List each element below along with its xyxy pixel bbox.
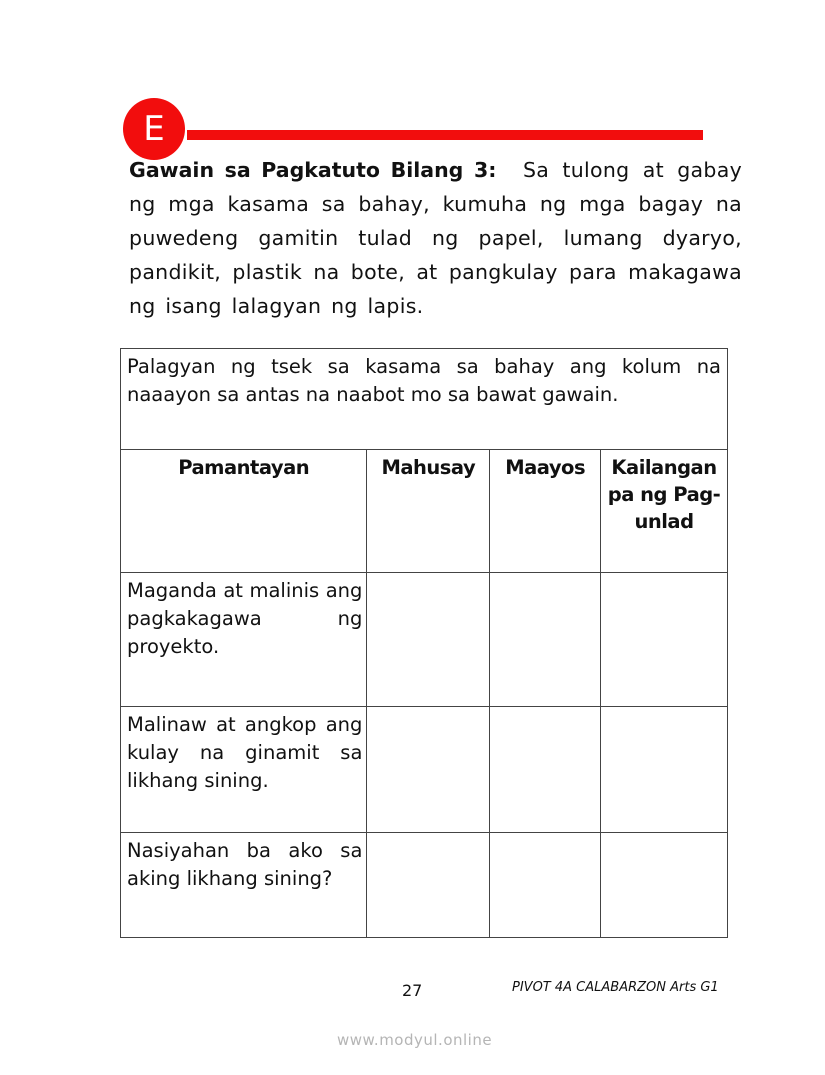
check-cell-kailangan[interactable] [601, 707, 728, 833]
watermark: www.modyul.online [337, 1031, 493, 1049]
activity-title: Gawain sa Pagkatuto Bilang 3: [129, 158, 497, 182]
activity-body: Sa tulong at gabay ng mga kasama sa bahay, kumuha ng mga bagay na puwedeng gamitin tulad ng papel, lumang dyaryo, pandikit, plastik na bote, at pangkulay para makagawa ng isang lalagyan ng lapis. [129, 158, 743, 318]
check-cell-mahusay[interactable] [367, 707, 490, 833]
criterion-cell: Malinaw at angkop ang kulay na ginamit sa likhang sining. [121, 707, 367, 833]
check-cell-maayos[interactable] [490, 833, 601, 938]
criterion-cell: Maganda at malinis ang pagkakagawa ng proyekto. [121, 573, 367, 707]
check-cell-kailangan[interactable] [601, 573, 728, 707]
check-cell-kailangan[interactable] [601, 833, 728, 938]
footer-source: PIVOT 4A CALABARZON Arts G1 [512, 980, 719, 995]
rubric-instruction-row [121, 349, 728, 450]
section-divider-bar [187, 130, 703, 140]
check-cell-maayos[interactable] [490, 707, 601, 833]
check-cell-maayos[interactable] [490, 573, 601, 707]
rubric-instruction: Palagyan ng tsek sa kasama sa bahay ang kolum na naaayon sa antas na naabot mo sa bawat gawain. [121, 349, 728, 450]
table-row [121, 573, 728, 707]
activity-intro [129, 153, 742, 323]
table-row [121, 833, 728, 938]
rubric-table [120, 348, 728, 938]
header-maayos: Maayos [490, 450, 601, 573]
criterion-cell: Nasiyahan ba ako sa aking likhang sining? [121, 833, 367, 938]
page-number: 27 [402, 981, 423, 1000]
check-cell-mahusay[interactable] [367, 573, 490, 707]
header-kailangan: Kailangan pa ng Pag-unlad [601, 450, 728, 573]
section-badge: E [123, 98, 185, 160]
check-cell-mahusay[interactable] [367, 833, 490, 938]
header-mahusay: Mahusay [367, 450, 490, 573]
rubric-header-row [121, 450, 728, 573]
header-pamantayan: Pamantayan [121, 450, 367, 573]
table-row [121, 707, 728, 833]
